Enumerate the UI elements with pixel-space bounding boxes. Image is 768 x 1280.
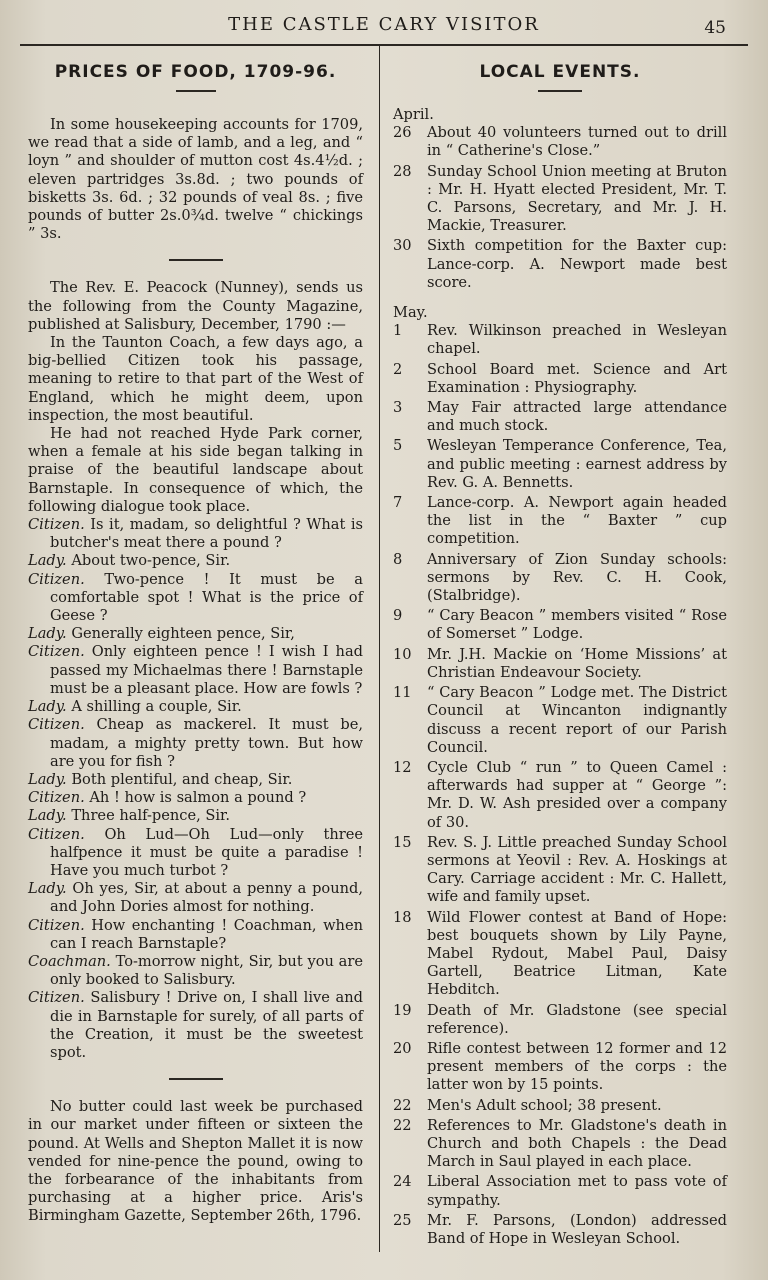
dialogue-line: [28, 789, 363, 807]
event-entry: [393, 1097, 727, 1115]
event-text: Death of Mr. Gladstone (see special reference).: [427, 1001, 727, 1037]
event-day: 1: [393, 322, 403, 340]
event-entry: [393, 124, 727, 160]
event-text: May Fair attracted large attendance and much stock.: [427, 399, 727, 435]
event-entry: [393, 237, 727, 292]
dialogue-text: About two-pence, Sir.: [66, 552, 231, 570]
dialogue-line: [28, 571, 363, 626]
event-entry: [393, 909, 727, 1000]
dialogue-line: [28, 552, 363, 570]
separator-rule: [169, 1078, 223, 1080]
event-entry: [393, 163, 727, 236]
event-day: 5: [393, 437, 403, 455]
dialogue-text: Two-pence ! It must be a comfortable spot ! What is the price of Geese ?: [50, 570, 363, 625]
event-entry: [393, 759, 727, 832]
event-text: Wesleyan Temperance Conference, Tea, and public meeting : earnest address by Rev. G. A. Bennetts.: [427, 437, 727, 491]
event-day: 18: [393, 908, 412, 926]
speaker-name: Citizen.: [28, 916, 85, 934]
dialogue-line: [28, 698, 363, 716]
speaker-name: Lady.: [28, 807, 67, 825]
event-day: 7: [393, 494, 403, 512]
publication-title: THE CASTLE CARY VISITOR: [228, 14, 540, 35]
speaker-name: Lady.: [28, 698, 67, 716]
speaker-name: Coachman.: [28, 952, 111, 970]
event-day: 9: [393, 607, 403, 625]
dialogue-text: Both plentiful, and cheap, Sir.: [66, 770, 293, 788]
speaker-name: Lady.: [28, 880, 67, 898]
dialogue-text: To-morrow night, Sir, but you are only booked to Salisbury.: [50, 952, 363, 989]
speaker-name: Citizen.: [28, 516, 85, 534]
separator-rule: [169, 259, 223, 261]
event-entry: [393, 1002, 727, 1038]
event-day: 15: [393, 833, 412, 851]
dialogue-line: [28, 716, 363, 771]
month-label-may: May.: [393, 304, 428, 322]
event-text: Anniversary of Zion Sunday schools: sermons by Rev. C. H. Cook, (Stalbridge).: [427, 550, 727, 605]
right-column: [393, 58, 727, 1248]
dialogue-text: Generally eighteen pence, Sir,: [66, 625, 295, 643]
event-entry: [393, 684, 727, 757]
butter-paragraph: No butter could last week be purchased in our market under fifteen or sixteen the pound. At Wells and Shepton Mallet it is now vended for nine-pence the pound, owing to the forbearance of the inhabitants from purchasing at a higher price. Aris's Birmingham Gazette, September 26th, 1796.: [28, 1098, 363, 1225]
peacock-paragraph: The Rev. E. Peacock (Nunney), sends us the following from the County Magazine, published at Salisbury, December, 1790 :—: [28, 279, 363, 333]
dialogue-line: [28, 625, 363, 643]
event-entry: [393, 437, 727, 492]
event-entry: [393, 834, 727, 907]
speaker-name: Lady.: [28, 770, 67, 788]
event-entry: [393, 1040, 727, 1095]
event-entry: [393, 494, 727, 549]
event-text: About 40 volunteers turned out to drill in “ Catherine's Close.”: [427, 124, 727, 160]
running-head: [0, 12, 768, 42]
event-day: 26: [393, 124, 412, 142]
page-number: 45: [704, 18, 726, 38]
event-entry: [393, 1117, 727, 1172]
dialogue-text: Three half-pence, Sir.: [66, 807, 231, 825]
dialogue-line: [28, 989, 363, 1062]
coach-paragraph: In the Taunton Coach, a few days ago, a big-bellied Citizen took his passage, meaning to retire to that part of the West of England, which he might deem, upon inspection, the most beautiful.: [28, 334, 363, 424]
event-day: 11: [393, 684, 412, 702]
event-text: “ Cary Beacon ” Lodge met. The District Council at Wincanton indignantly discuss a recent report of our Parish Council.: [427, 684, 727, 756]
heading-rule: [538, 90, 582, 92]
event-day: 19: [393, 1001, 412, 1019]
left-column: [28, 58, 363, 1226]
event-entry: [393, 551, 727, 606]
event-text: Mr. J.H. Mackie on ‘Home Missions’ at Christian Endeavour Society.: [427, 645, 727, 681]
intro-paragraph: In some housekeeping accounts for 1709, we read that a side of lamb, and a leg, and “ loyn ” and shoulder of mutton cost 4s.4½d. ; eleven partridges 3s.8d. ; two pounds of bisketts 3s. 6d. ; 32 pounds of veal 8s. ; five pounds of butter 2s.0¾d. twelve “ chickings ” 3s.: [28, 116, 363, 243]
event-entry: [393, 607, 727, 643]
event-text: School Board met. Science and Art Examination : Physiography.: [427, 360, 727, 396]
event-entry: [393, 322, 727, 358]
event-day: 12: [393, 758, 412, 776]
dialogue-line: [28, 771, 363, 789]
event-day: 10: [393, 645, 412, 663]
speaker-name: Citizen.: [28, 989, 85, 1007]
dialogue-text: Salisbury ! Drive on, I shall live and die in Barnstaple for surely, of all parts of the Creation, it must be the sweetest spot.: [50, 989, 363, 1061]
dialogue-line: [28, 953, 363, 989]
speaker-name: Lady.: [28, 552, 67, 570]
dialogue-text: Ah ! how is salmon a pound ?: [84, 789, 307, 807]
event-text: Sunday School Union meeting at Bruton : Mr. H. Hyatt elected President, Mr. T. C. Parsons, Secretary, and Mr. J. H. Mackie, Treasurer.: [427, 162, 727, 235]
event-day: 28: [393, 162, 412, 180]
speaker-name: Citizen.: [28, 825, 85, 843]
speaker-name: Citizen.: [28, 570, 85, 588]
speaker-name: Lady.: [28, 625, 67, 643]
event-text: References to Mr. Gladstone's death in Church and both Chapels : the Dead March in Saul played in each place.: [427, 1116, 727, 1171]
may-events: [393, 322, 727, 1248]
event-text: Cycle Club “ run ” to Queen Camel : afterwards had supper at “ George ”: Mr. D. W. Ash presided over a company of 30.: [427, 758, 727, 831]
event-text: Liberal Association met to pass vote of sympathy.: [427, 1173, 727, 1209]
dialogue-line: [28, 643, 363, 698]
dialogue-text: Oh Lud—Oh Lud—only three halfpence it must be quite a paradise ! Have you much turbot ?: [50, 825, 363, 879]
events-heading: LOCAL EVENTS.: [479, 62, 641, 82]
event-day: 2: [393, 360, 403, 378]
april-events: [393, 124, 727, 292]
dialogue-intro-paragraph: He had not reached Hyde Park corner, when a female at his side began talking in praise of the beautiful landscape about Barnstaple. In consequence of which, the following dialogue took place.: [28, 425, 363, 515]
event-day: 3: [393, 399, 403, 417]
event-day: 24: [393, 1173, 412, 1191]
dialogue-text: Is it, madam, so delightful ? What is butcher's meat there a pound ?: [50, 516, 363, 552]
speaker-name: Citizen.: [28, 643, 85, 661]
dialogue-line: [28, 917, 363, 953]
event-text: “ Cary Beacon ” members visited “ Rose of Somerset ” Lodge.: [427, 607, 727, 643]
event-text: Men's Adult school; 38 present.: [427, 1096, 662, 1114]
event-text: Mr. F. Parsons, (London) addressed Band of Hope in Wesleyan School.: [427, 1211, 727, 1247]
speaker-name: Citizen.: [28, 716, 85, 734]
event-day: 20: [393, 1039, 412, 1057]
prices-heading: PRICES OF FOOD, 1709-96.: [54, 62, 337, 82]
event-text: Sixth competition for the Baxter cup: Lance-corp. A. Newport made best score.: [427, 237, 727, 291]
event-text: Wild Flower contest at Band of Hope: best bouquets shown by Lily Payne, Mabel Rydout, Mabel Paul, Daisy Gartell, Beatrice Litman, Kate Hebditch.: [427, 908, 727, 999]
header-rule: [20, 44, 748, 46]
event-entry: [393, 1212, 727, 1248]
event-text: Rev. Wilkinson preached in Wesleyan chapel.: [427, 322, 727, 358]
dialogue-line: [28, 807, 363, 825]
event-day: 22: [393, 1116, 412, 1134]
event-day: 30: [393, 237, 412, 255]
event-entry: [393, 646, 727, 682]
dialogue-text: A shilling a couple, Sir.: [66, 698, 242, 716]
event-entry: [393, 1173, 727, 1209]
speaker-name: Citizen.: [28, 789, 85, 807]
month-label-april: April.: [393, 106, 434, 123]
event-day: 22: [393, 1096, 412, 1114]
dialogue-line: [28, 880, 363, 916]
event-entry: [393, 361, 727, 397]
dialogue-line: [28, 516, 363, 552]
event-entry: [393, 399, 727, 435]
heading-rule: [176, 90, 216, 92]
dialogue-text: Only eighteen pence ! I wish I had passed my Michaelmas there ! Barnstaple must be a pleasant place. How are fowls ?: [50, 643, 363, 697]
dialogue: [28, 516, 363, 1062]
dialogue-text: Oh yes, Sir, at about a penny a pound, and John Dories almost for nothing.: [50, 880, 363, 916]
column-divider: [379, 46, 380, 1252]
dialogue-text: How enchanting ! Coachman, when can I reach Barnstaple?: [50, 916, 363, 952]
event-text: Lance-corp. A. Newport again headed the list in the “ Baxter ” cup competition.: [427, 494, 727, 548]
dialogue-line: [28, 826, 363, 881]
dialogue-text: Cheap as mackerel. It must be, madam, a mighty pretty town. But how are you for fish ?: [50, 716, 363, 770]
event-text: Rifle contest between 12 former and 12 present members of the corps : the latter won by 15 points.: [427, 1039, 727, 1094]
event-day: 8: [393, 550, 403, 568]
event-day: 25: [393, 1211, 412, 1229]
event-text: Rev. S. J. Little preached Sunday School sermons at Yeovil : Rev. A. Hoskings at Cary. Carriage accident : Mr. C. Hallett, wife and family upset.: [427, 833, 727, 906]
